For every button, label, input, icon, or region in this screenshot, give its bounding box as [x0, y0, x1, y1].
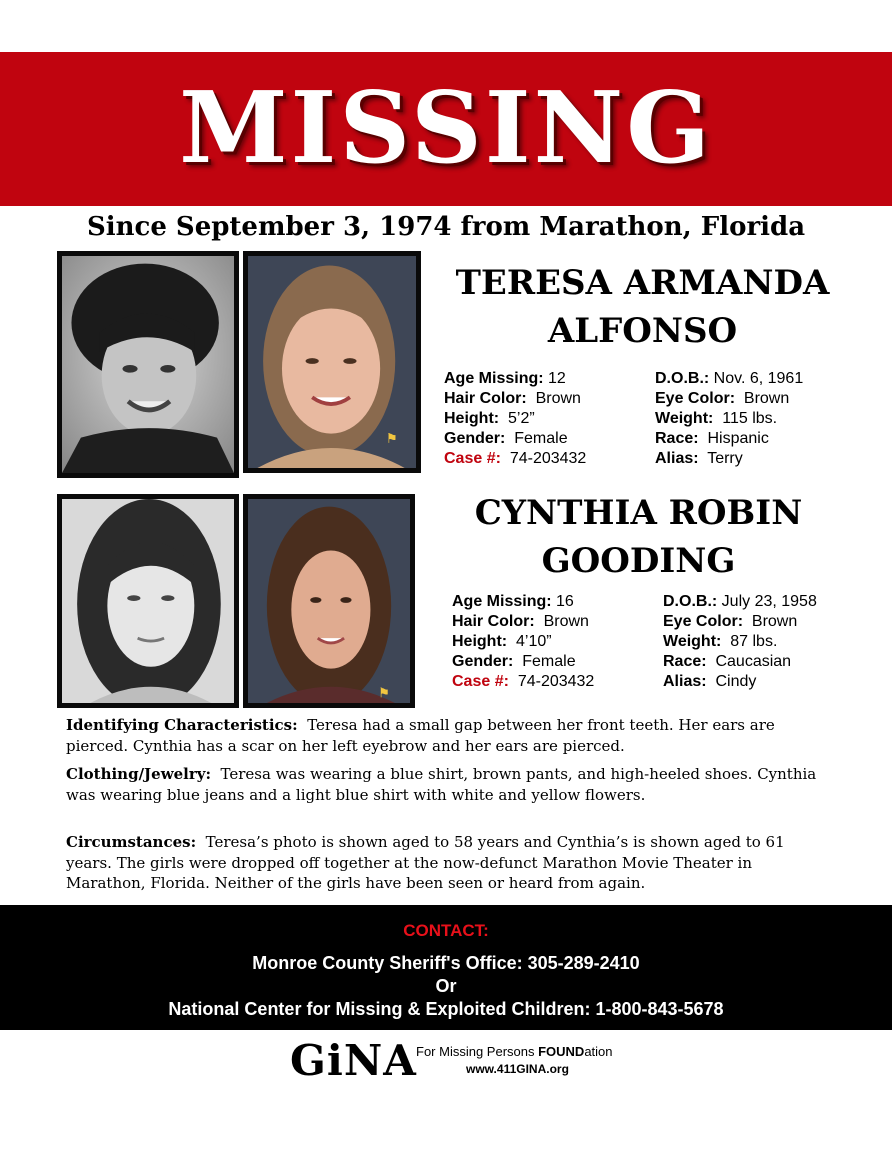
contact-or: Or: [435, 976, 457, 996]
fact-label: Race:: [655, 430, 699, 447]
fact-value: Cindy: [715, 673, 757, 690]
fact-row: [444, 449, 586, 469]
teresa-age-progressed-photo: [243, 251, 421, 473]
cynthia-name: [436, 489, 841, 585]
clothing-jewelry: [66, 764, 831, 805]
fact-row: [452, 592, 594, 612]
fact-row: [663, 632, 817, 652]
contact-heading: CONTACT:: [403, 921, 489, 940]
gina-tagline: [416, 1044, 613, 1059]
fact-label: Race:: [663, 653, 707, 670]
section-text: Teresa’s photo is shown aged to 58 years and Cynthia’s is shown aged to 61 years. The girls were dropped off together at the now-defunct Marathon Movie Theater in Marathon, Florida. Neither of the girls have been seen or heard from again.: [66, 833, 785, 892]
fact-value: July 23, 1958: [721, 593, 817, 610]
fact-label: Age Missing:: [452, 593, 552, 610]
fact-row: [452, 612, 594, 632]
fact-label: Hair Color:: [444, 390, 527, 407]
fact-label: Height:: [444, 410, 500, 427]
fact-value: Brown: [543, 613, 589, 630]
circumstances: [66, 832, 831, 894]
fact-label: Case #:: [452, 673, 509, 690]
fact-row: [444, 389, 586, 409]
fact-value: 115 lbs.: [722, 410, 778, 427]
cynthia-name-line1: CYNTHIA ROBIN: [474, 493, 803, 533]
section-label: Identifying Characteristics:: [66, 716, 298, 734]
fact-label: Weight:: [663, 633, 722, 650]
fact-row: [444, 369, 586, 389]
fact-label: Age Missing:: [444, 370, 544, 387]
cynthia-facts-left: [452, 592, 594, 692]
teresa-name-line2: ALFONSO: [547, 311, 738, 351]
fact-label: Eye Color:: [663, 613, 744, 630]
svg-text:⚑: ⚑: [385, 432, 398, 448]
fact-label: Hair Color:: [452, 613, 535, 630]
fact-label: D.O.B.:: [655, 370, 710, 387]
fact-row: [444, 409, 586, 429]
fact-value: 4’10”: [516, 633, 552, 650]
tagline-part: ation: [584, 1044, 613, 1059]
tagline-part: For Missing Persons: [416, 1044, 539, 1059]
section-text: Teresa was wearing a blue shirt, brown pants, and high-heeled shoes. Cynthia was wearing blue jeans and a light blue shirt with white and yellow flowers.: [66, 765, 817, 804]
fact-value: 74-203432: [517, 673, 595, 690]
fact-value: Hispanic: [707, 430, 769, 447]
fact-label: Gender:: [444, 430, 506, 447]
fact-row: [663, 652, 817, 672]
gina-url[interactable]: www.411GINA.org: [466, 1062, 569, 1076]
fact-row: [452, 652, 594, 672]
fact-label: D.O.B.:: [663, 593, 718, 610]
fact-value: Brown: [743, 390, 790, 407]
section-label: Clothing/Jewelry:: [66, 765, 211, 783]
section-text: Teresa had a small gap between her front teeth. Her ears are pierced. Cynthia has a scar on her left eyebrow and her ears are pierced.: [66, 716, 775, 755]
fact-row: [663, 592, 817, 612]
fact-value: Brown: [751, 613, 798, 630]
banner-title: MISSING: [179, 71, 713, 186]
fact-value: Female: [514, 430, 568, 447]
fact-label: Gender:: [452, 653, 514, 670]
fact-value: Caucasian: [715, 653, 792, 670]
teresa-name: [440, 259, 845, 355]
cynthia-childhood-photo: [57, 494, 239, 708]
fact-label: Weight:: [655, 410, 714, 427]
fact-row: [655, 429, 803, 449]
fact-row: [655, 369, 803, 389]
fact-row: [655, 389, 803, 409]
fact-label: Alias:: [655, 450, 699, 467]
fact-row: [452, 672, 594, 692]
cynthia-name-line2: GOODING: [541, 541, 736, 581]
fact-row: [655, 409, 803, 429]
teresa-name-line1: TERESA ARMANDA: [455, 263, 830, 303]
fact-row: [444, 429, 586, 449]
cynthia-facts-right: [663, 592, 817, 692]
missing-since-line: Since September 3, 1974 from Marathon, Florida: [86, 212, 806, 242]
fact-row: [663, 612, 817, 632]
gina-logo: GiNA: [290, 1036, 417, 1085]
contact-ncmec: National Center for Missing & Exploited Children: 1-800-843-5678: [168, 999, 724, 1019]
fact-value: 5’2”: [508, 410, 535, 427]
fact-value: Brown: [535, 390, 581, 407]
identifying-characteristics: [66, 715, 831, 756]
fact-value: 87 lbs.: [730, 633, 778, 650]
fact-value: Female: [522, 653, 576, 670]
fact-value: Nov. 6, 1961: [713, 370, 804, 387]
fact-row: [655, 449, 803, 469]
fact-label: Eye Color:: [655, 390, 736, 407]
teresa-facts-right: [655, 369, 803, 469]
fact-value: 12: [548, 370, 566, 387]
svg-text:⚑: ⚑: [377, 686, 390, 702]
fact-value: 74-203432: [509, 450, 587, 467]
teresa-childhood-photo: [57, 251, 239, 478]
teresa-facts-left: [444, 369, 586, 469]
fact-label: Case #:: [444, 450, 501, 467]
section-label: Circumstances:: [66, 833, 197, 851]
fact-row: [663, 672, 817, 692]
cynthia-age-progressed-photo: [243, 494, 415, 708]
fact-label: Height:: [452, 633, 508, 650]
fact-label: Alias:: [663, 673, 707, 690]
fact-value: Terry: [707, 450, 743, 467]
tagline-part: FOUND: [538, 1044, 585, 1059]
fact-row: [452, 632, 594, 652]
contact-sheriff: Monroe County Sheriff's Office: 305-289-2410: [252, 953, 640, 973]
fact-value: 16: [556, 593, 574, 610]
